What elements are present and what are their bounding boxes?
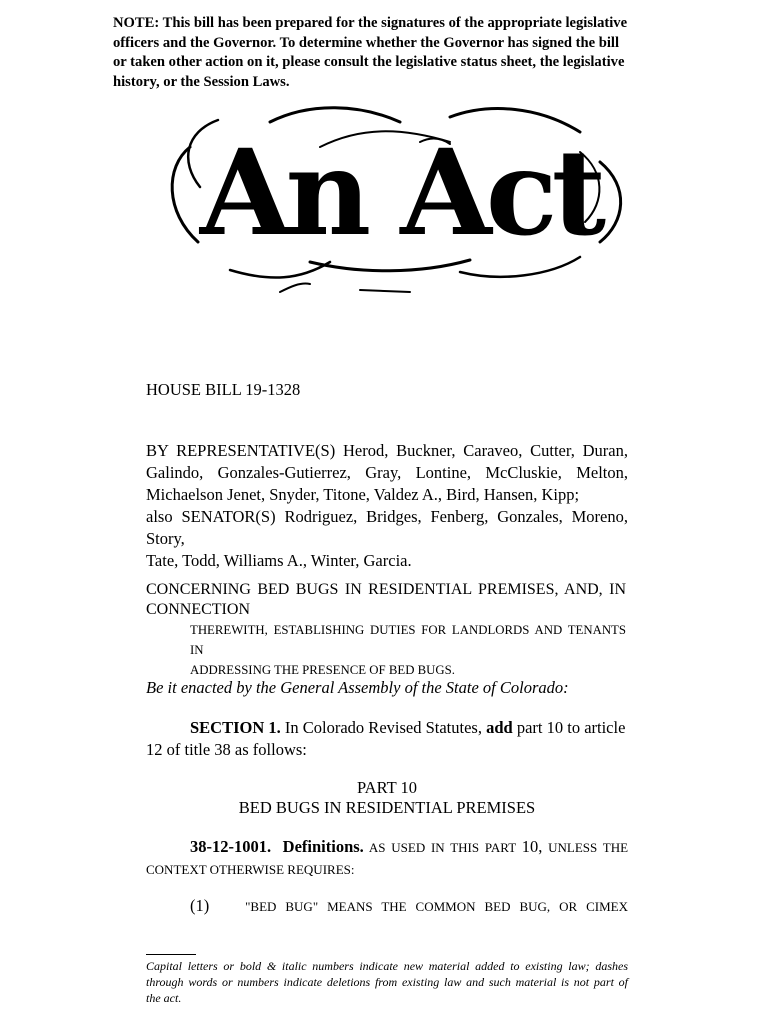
sponsor-line: BY REPRESENTATIVE(S) Herod, Buckner, Caraveo, Cutter, Duran, — [146, 441, 628, 460]
section-1-line: 12 of title 38 as follows: — [146, 740, 307, 759]
title-line: ADDRESSING THE PRESENCE OF BED BUGS. — [190, 663, 455, 677]
footnote-line: Capital letters or bold & italic numbers indicate new material added to existing law; dashes — [146, 959, 628, 973]
statute-number: 38-12-1001. — [190, 837, 272, 856]
part-number: PART 10 — [357, 778, 417, 797]
note-line: history, or the Session Laws. — [113, 73, 290, 90]
sponsors — [146, 440, 628, 572]
sponsor-line: also SENATOR(S) Rodriguez, Bridges, Fenberg, Gonzales, Moreno, Story, — [146, 507, 628, 548]
add-keyword: add — [486, 718, 513, 737]
definitions-line: CONTEXT OTHERWISE REQUIRES: — [146, 862, 355, 877]
section-1-line — [146, 717, 628, 739]
part-number-ref: 10, — [521, 837, 543, 856]
section-text: In Colorado Revised Statutes, — [280, 718, 487, 737]
title-line: THEREWITH, ESTABLISHING DUTIES FOR LANDLORDS AND TENANTS IN — [190, 623, 626, 657]
note-line: NOTE: This bill has been prepared for the signatures of the appropriate legislative — [113, 15, 628, 31]
part-title: BED BUGS IN RESIDENTIAL PREMISES — [238, 798, 536, 817]
definitions-heading: Definitions. — [282, 837, 364, 856]
sponsor-line: Tate, Todd, Williams A., Winter, Garcia. — [146, 551, 412, 570]
logo-text: An Act — [199, 123, 601, 262]
section-heading: SECTION 1. — [190, 718, 281, 737]
definitions-line — [146, 836, 628, 859]
bill-title — [146, 580, 626, 680]
governor-note — [113, 14, 653, 92]
definitions-section — [146, 836, 628, 881]
part-heading — [146, 778, 628, 818]
section-text: part 10 to article — [512, 718, 626, 737]
footnote-divider — [146, 954, 196, 955]
title-line — [146, 580, 626, 620]
sponsor-line: Galindo, Gonzales-Gutierrez, Gray, Lontine, McCluskie, Melton, — [146, 463, 628, 482]
note-line: or taken other action on it, please consult the legislative status sheet, the legislative — [113, 54, 625, 70]
definition-item-1 — [146, 896, 628, 916]
footnote-line: the act. — [146, 991, 182, 1005]
title-first-text: CONCERNING BED BUGS IN RESIDENTIAL PREMISES, AND, IN CONNECTION — [146, 581, 626, 618]
definition-item-line — [146, 896, 628, 916]
sponsor-line: Michaelson Jenet, Snyder, Titone, Valdez A., Bird, Hansen, Kipp; — [146, 485, 580, 504]
footnote-line: through words or numbers indicate deletions from existing law and such material is not part of — [146, 975, 628, 989]
an-act-logo — [160, 92, 640, 302]
item-number: (1) — [190, 896, 210, 915]
note-line: officers and the Governor. To determine whether the Governor has signed the bill — [113, 34, 620, 51]
section-1 — [146, 717, 628, 761]
definitions-text: AS USED IN THIS PART — [368, 840, 516, 855]
enacting-clause: Be it enacted by the General Assembly of the State of Colorado: — [146, 678, 569, 697]
definitions-text: UNLESS THE — [548, 840, 629, 855]
item-text: "BED BUG" MEANS THE COMMON BED BUG, OR CIMEX — [245, 899, 629, 914]
bill-number: HOUSE BILL 19-1328 — [146, 380, 301, 399]
footnote — [146, 958, 628, 1006]
